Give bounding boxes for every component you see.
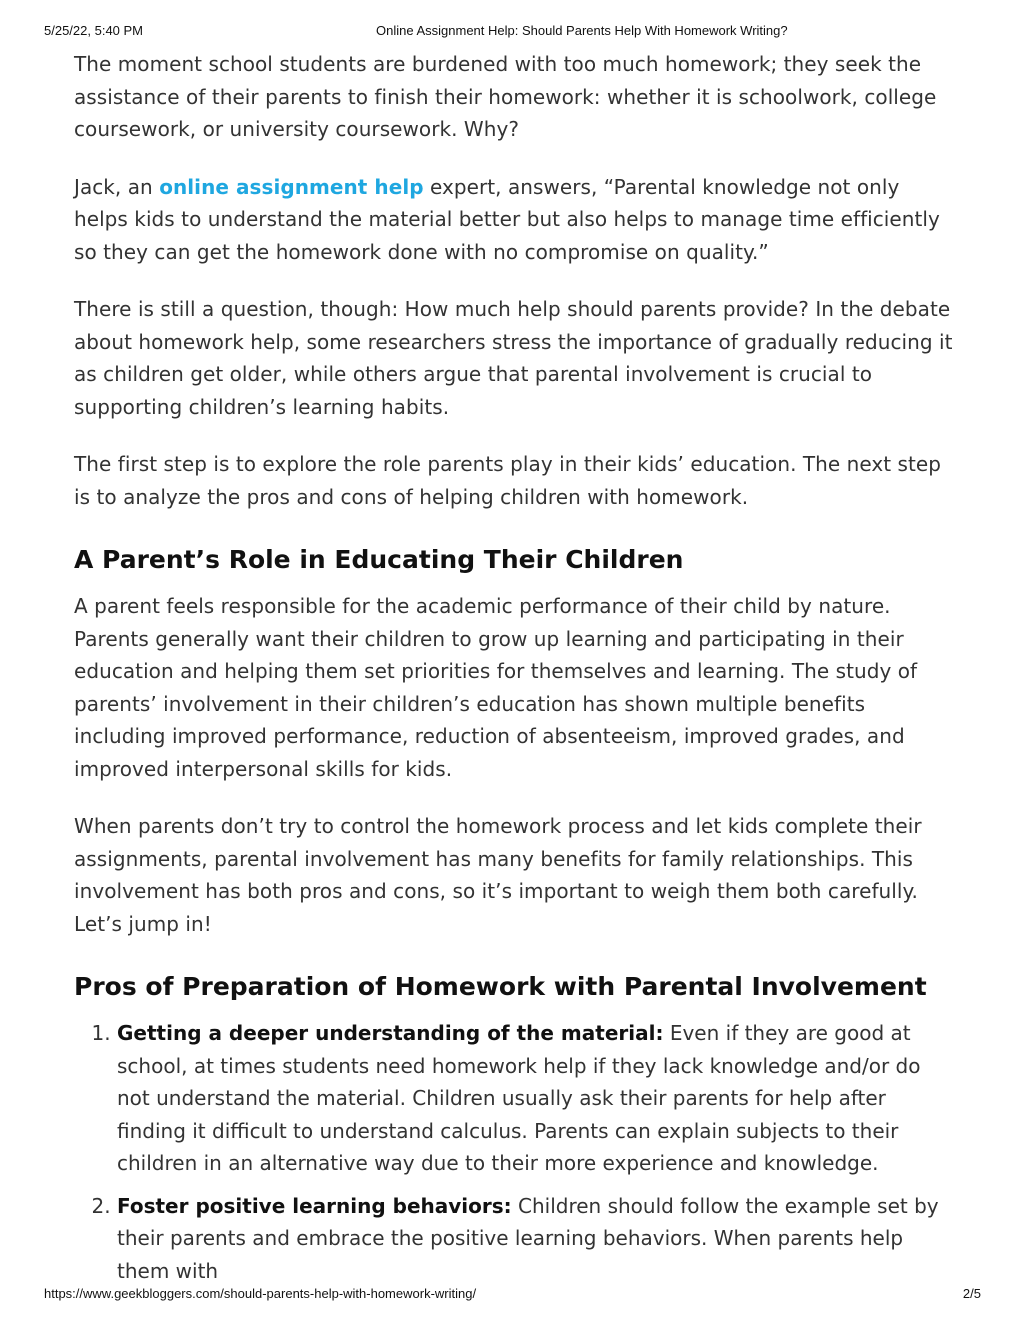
paragraph-question: There is still a question, though: How much help should parents provide? In the debate about homework help, some researchers stress the importance of gradually reducing it as children get older, while others argue that parental involvement is crucial to supporting children’s learning habits. [74, 297, 953, 419]
list-item-title: Getting a deeper understanding of the material: [117, 1021, 664, 1045]
online-assignment-help-link[interactable]: online assignment help [159, 174, 424, 199]
article-body [74, 48, 954, 1297]
print-url: https://www.geekbloggers.com/should-parents-help-with-homework-writing/ [44, 1286, 477, 1301]
paragraph-text: Jack, an [74, 174, 160, 199]
list-item-text: Even if they are good at school, at times students need homework help if they lack knowledge and/or do not understand the material. Children usually ask their parents for help after finding it difficult to understand calculus. Parents can explain subjects to their children in an alternative way due to their more experience and knowledge. [117, 1021, 921, 1175]
paragraph-intro: The moment school students are burdened with too much homework; they seek the assistance of their parents to finish their homework: whether it is schoolwork, college coursework, or university coursework. Why? [74, 52, 937, 141]
list-item-text: Children should follow the example set by their parents and embrace the positive learning behaviors. When parents help them with [117, 1193, 939, 1283]
list-item-title: Foster positive learning behaviors: [117, 1193, 512, 1218]
list-item [117, 1190, 954, 1288]
heading-pros: Pros of Preparation of Homework with Parental Involvement [74, 972, 927, 1001]
paragraph-expert-quote [74, 171, 954, 269]
print-header [0, 23, 1024, 41]
paragraph-involvement-benefits: When parents don’t try to control the homework process and let kids complete their assignments, parental involvement has many benefits for family relationships. This involvement has both pros and cons, so it’s important to weigh them both carefully. Let’s jump in! [74, 814, 922, 936]
paragraph-text: expert, answers, “Parental knowledge not only helps kids to understand the material better but also helps to manage time efficiently so they can get the homework done with no compromise on quality.” [74, 174, 940, 264]
print-datetime: 5/25/22, 5:40 PM [44, 23, 144, 38]
pros-list [74, 1017, 954, 1287]
paragraph-parent-responsibility: A parent feels responsible for the academic performance of their child by nature. Parents generally want their children to grow up learning and participating in their education and helping them set priorities for themselves and learning. The study of parents’ involvement in their children’s education has shown multiple benefits including improved performance, reduction of absenteeism, improved grades, and improved interpersonal skills for kids. [74, 594, 918, 781]
paragraph-first-step: The first step is to explore the role parents play in their kids’ education. The next step is to analyze the pros and cons of helping children with homework. [74, 452, 942, 509]
list-item [117, 1017, 954, 1180]
page-number: 2/5 [962, 1286, 981, 1301]
print-page-title: Online Assignment Help: Should Parents Help With Homework Writing? [376, 23, 788, 38]
heading-parents-role: A Parent’s Role in Educating Their Children [74, 545, 684, 574]
print-footer [0, 1286, 1024, 1304]
